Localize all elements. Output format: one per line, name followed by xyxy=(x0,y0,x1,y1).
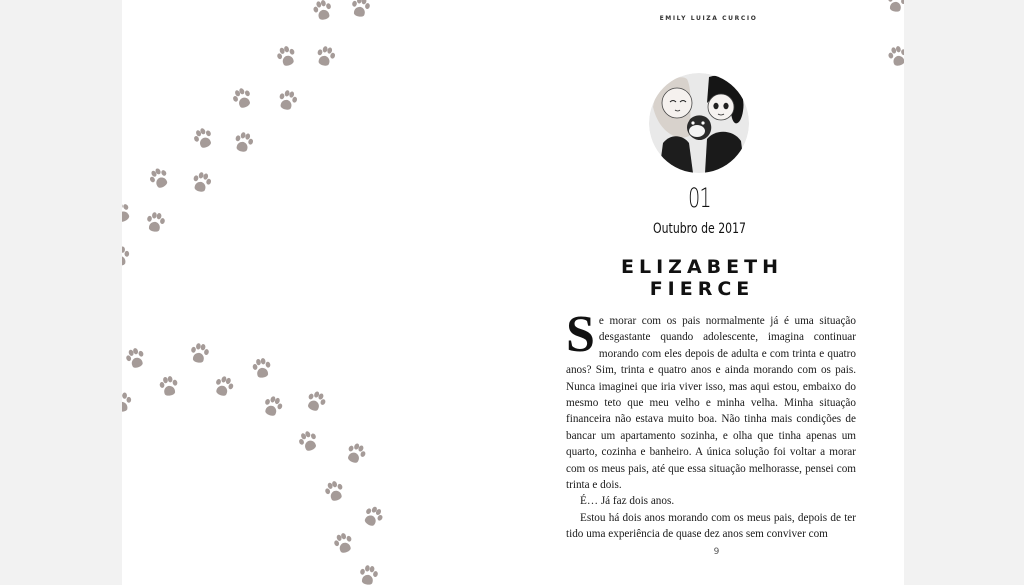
paw-print-icon xyxy=(344,441,368,466)
drop-cap: S xyxy=(566,306,595,363)
paw-print-icon xyxy=(332,531,355,555)
paw-print-icon xyxy=(230,86,254,111)
chapter-body-text xyxy=(566,306,856,543)
paw-print-icon xyxy=(261,394,284,418)
paw-print-icon xyxy=(350,0,371,18)
paw-print-icon xyxy=(122,199,134,224)
paw-print-icon xyxy=(296,429,320,454)
paw-print-icon xyxy=(312,0,334,22)
book-spread xyxy=(122,0,904,585)
right-page xyxy=(513,0,904,585)
paragraph-2: É… Já faz dois anos. xyxy=(580,495,675,508)
couple-with-dog-icon xyxy=(649,73,749,173)
paw-print-icon xyxy=(124,346,147,370)
paw-print-icon xyxy=(212,374,235,398)
paw-print-icon xyxy=(323,479,346,503)
left-page xyxy=(122,0,513,585)
paw-trail-left xyxy=(122,0,513,585)
paw-print-icon xyxy=(122,246,129,265)
paw-print-icon xyxy=(361,504,386,529)
chapter-date: Outubro de 2017 xyxy=(653,221,746,237)
paw-print-icon xyxy=(191,126,215,151)
paw-print-icon xyxy=(304,389,328,414)
paw-print-icon xyxy=(252,357,273,379)
paw-print-icon xyxy=(147,165,172,190)
paw-print-icon xyxy=(315,45,337,68)
paw-print-icon xyxy=(887,44,904,67)
chapter-portrait-illustration xyxy=(649,73,749,173)
chapter-number: 01 xyxy=(688,183,711,214)
running-header: EMILY LUIZA CURCIO xyxy=(659,15,758,22)
chapter-character-name: ELIZABETH FIERCE xyxy=(621,256,783,300)
paw-print-icon xyxy=(233,131,255,154)
paw-print-icon xyxy=(122,392,131,411)
paw-print-icon xyxy=(358,564,379,585)
paw-print-icon xyxy=(275,44,298,68)
paw-print-icon xyxy=(159,375,180,397)
page-number: 9 xyxy=(713,547,720,557)
paw-print-icon xyxy=(277,89,299,112)
paragraph-1-text: e morar com os pais normalmente já é uma situação desgastante quando adolescente, imagina continuar morando com eles depois de adulta e com trinta e quatro anos? Sim, trinta e quatro anos e ainda morando com os pais. Nunca imaginei que iria viver isso, mas aqui estou, embaixo do mesmo teto que meu velho e minha velha. Minha situação financeira não estava muito boa. Não tinha mais condições de bancar um apartamento sozinha, e olha que tinha apenas um quarto, cozinha e banheiro. A única solução foi voltar a morar com os meus pais, até que essa situação melhorasse, pensei com trinta e dois. xyxy=(566,315,856,492)
paw-print-icon xyxy=(191,171,213,194)
paragraph-3: Estou há dois anos morando com os meus pais, depois de ter tido uma experiência de quase dez anos sem conviver com xyxy=(566,511,856,541)
paragraph-1 xyxy=(566,306,856,493)
paw-print-icon xyxy=(145,211,166,233)
paw-print-icon xyxy=(886,0,904,13)
paw-print-icon xyxy=(189,342,210,364)
